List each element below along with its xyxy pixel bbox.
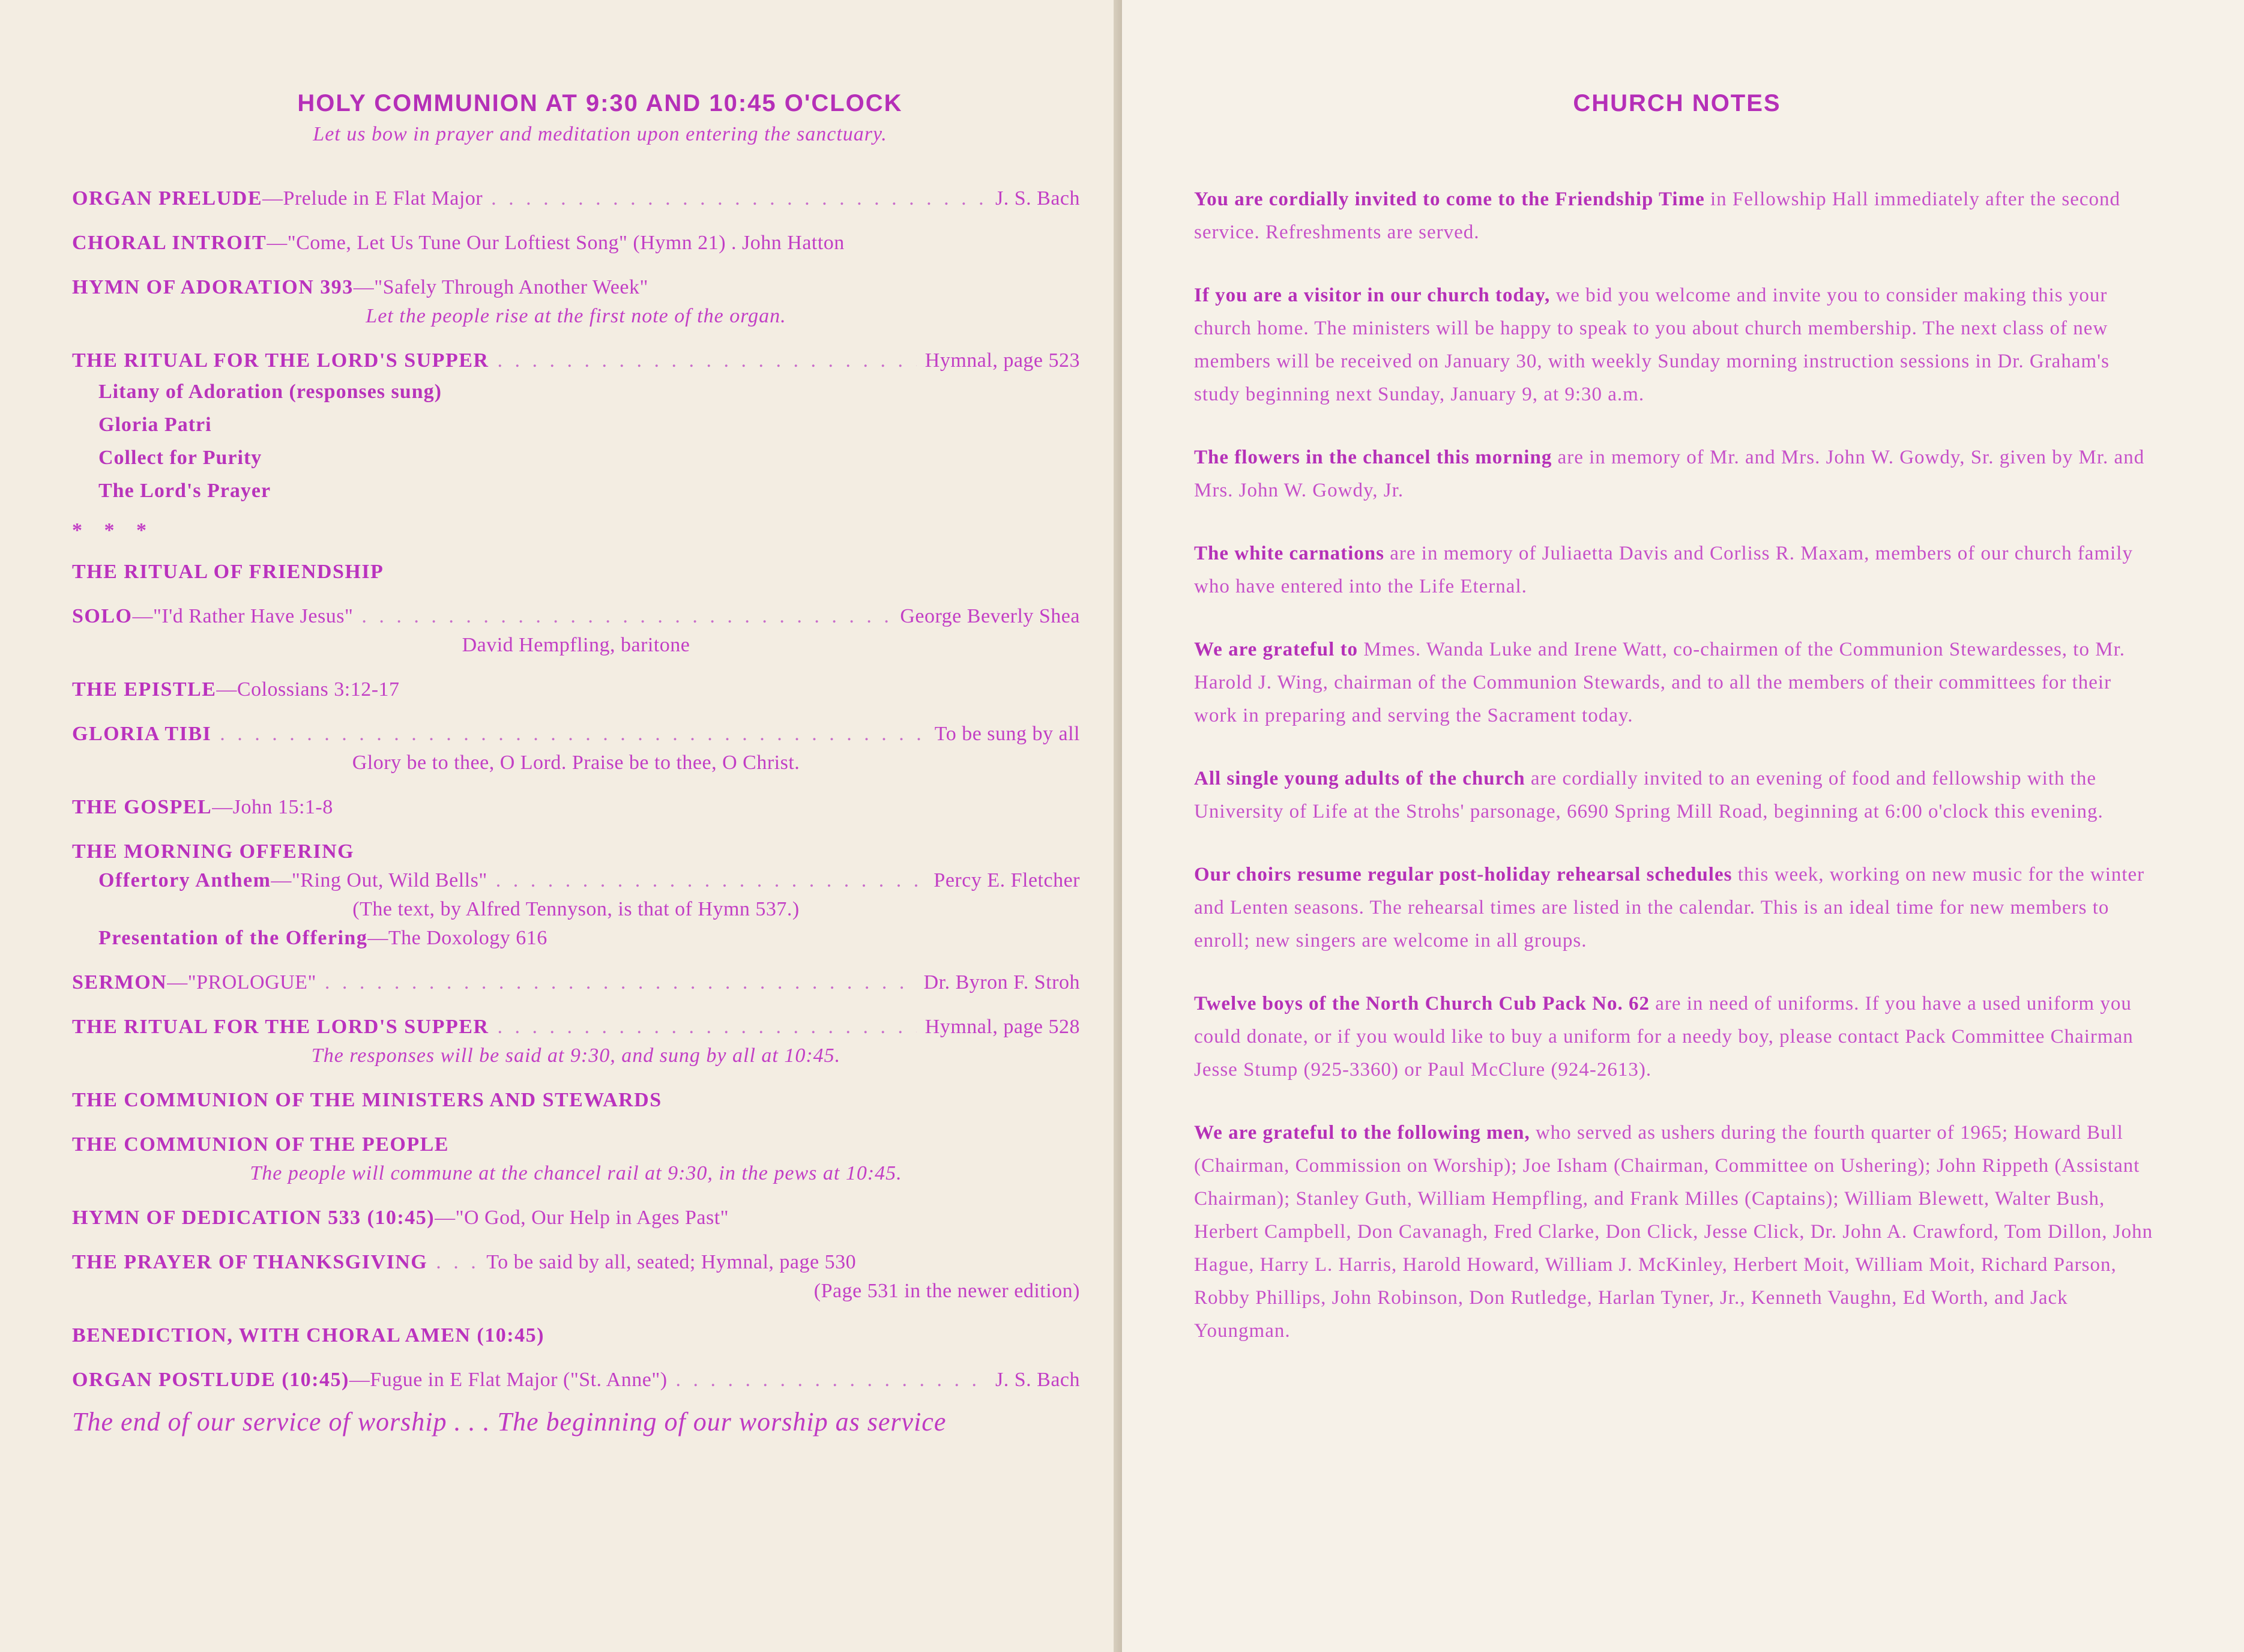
item-text: —Fugue in E Flat Major ("St. Anne") [349, 1369, 668, 1391]
item-text: —"Safely Through Another Week" [353, 276, 648, 298]
gloria-tibi [72, 720, 1080, 777]
hymn-of-adoration [72, 273, 1080, 331]
right-page [1122, 0, 2244, 1652]
hymn-of-dedication [72, 1204, 1080, 1232]
service-subtitle: Let us bow in prayer and meditation upon entering the sanctuary. [313, 123, 887, 145]
leader-dots [496, 866, 926, 895]
note-visitors [1194, 279, 2160, 411]
leader-dots [325, 968, 915, 997]
note-choirs [1194, 858, 2160, 957]
leader-dots [361, 602, 891, 631]
sermon [72, 968, 1080, 997]
note-lead: The white carnations [1194, 543, 1384, 564]
item-label: THE COMMUNION OF THE MINISTERS AND STEWARDS [72, 1089, 662, 1111]
church-notes [1194, 183, 2160, 1348]
benediction [72, 1321, 1080, 1350]
note-ushers [1194, 1117, 2160, 1348]
ritual-part: Gloria Patri [98, 414, 212, 436]
note-body: in Fellowship Hall immediately after the second service. Refreshments are served. [1194, 188, 2120, 243]
leader-dots [491, 184, 987, 213]
item-label: THE PRAYER OF THANKSGIVING [72, 1251, 428, 1273]
item-label: THE GOSPEL [72, 796, 213, 818]
anthem-composer: Percy E. Fletcher [933, 869, 1080, 891]
section-divider: * * * [72, 519, 155, 541]
item-label: ORGAN PRELUDE [72, 187, 263, 210]
morning-offering [72, 837, 1080, 953]
communion-ministers [72, 1086, 1080, 1115]
item-text: —"O God, Our Help in Ages Past" [435, 1207, 729, 1229]
note-body: we bid you welcome and invite you to consider making this your church home. The ministers will be happy to speak to you about church membership. The next class of new members will be received on January 30, with weekly Sunday morning instruction sessions in Dr. Graham's study beginning next Sunday, January 9, at 9:30 a.m. [1194, 285, 2110, 405]
closing-line: The end of our service of worship . . . The beginning of our worship as service [72, 1407, 947, 1436]
note-body: are in need of uniforms. If you have a used uniform you could donate, or if you would like to buy a uniform for a needy boy, please contact Pack Committee Chairman Jesse Stump (925-3360) or Paul McClure (924-2613). [1194, 993, 2134, 1081]
performer: David Hempfling, baritone [462, 634, 690, 656]
note-lead: If you are a visitor in our church today, [1194, 285, 1551, 306]
anthem-note: (The text, by Alfred Tennyson, is that of Hymn 537.) [352, 898, 800, 920]
item-right: To be sung by all [934, 723, 1080, 745]
item-label: THE MORNING OFFERING [72, 840, 355, 863]
item-label: ORGAN POSTLUDE (10:45) [72, 1369, 349, 1391]
organ-prelude [72, 184, 1080, 213]
item-right: Hymnal, page 523 [924, 349, 1080, 372]
item-text: —John 15:1-8 [212, 796, 333, 818]
item-label: THE RITUAL FOR THE LORD'S SUPPER [72, 349, 489, 372]
item-text: —"Come, Let Us Tune Our Loftiest Song" (Hymn 21) . John Hatton [267, 232, 845, 254]
ritual-part: The Lord's Prayer [98, 480, 271, 502]
leader-dots [497, 1013, 916, 1042]
item-right: J. S. Bach [995, 1369, 1080, 1391]
item-right: J. S. Bach [995, 187, 1080, 210]
note-lead: Twelve boys of the North Church Cub Pack No. 62 [1194, 993, 1650, 1014]
note-body: are cordially invited to an evening of food and fellowship with the University of Life at the Strohs' parsonage, 6690 Spring Mill Road, beginning at 6:00 o'clock this evening. [1194, 768, 2104, 822]
item-label: HYMN OF DEDICATION 533 (10:45) [72, 1207, 435, 1229]
communion-people [72, 1130, 1080, 1188]
anthem-text: —"Ring Out, Wild Bells" [271, 869, 487, 891]
item-note: The people will commune at the chancel rail at 9:30, in the pews at 10:45. [250, 1162, 902, 1184]
note-body: who served as ushers during the fourth quarter of 1965; Howard Bull (Chairman, Commission on Worship); Joe Isham (Chairman, Committee on Ushering); John Rippeth (Assistant Chairman); Stanley Guth, William Hempfling, and Frank Milles (Captains); William Blewett, Walter Bush, Herbert Campbell, Don Cavanagh, Fred Clarke, Don Click, Jesse Click, Dr. John A. Crawford, Tom Dillon, John Hague, Harry L. Harris, Harold Howard, William J. McKinley, Herbert Moit, William Moit, Richard Parson, Robby Phillips, John Robinson, Don Rutledge, Harlan Tyner, Jr., Kenneth Vaughn, Ed Worth, and Jack Youngman. [1194, 1122, 2153, 1342]
church-notes-title: CHURCH NOTES [1573, 90, 1781, 116]
presentation-label: Presentation of the Offering [98, 927, 368, 949]
ritual-of-friendship [72, 558, 1080, 586]
note-lead: We are grateful to the following men, [1194, 1122, 1530, 1144]
note-lead: The flowers in the chancel this morning [1194, 447, 1552, 468]
note-flowers [1194, 441, 2160, 507]
leader-dots [497, 346, 916, 375]
note-cub-pack [1194, 987, 2160, 1087]
note-body: Mmes. Wanda Luke and Irene Watt, co-chairmen of the Communion Stewardesses, to Mr. Harold J. Wing, chairman of the Communion Stewards, and to all the members of their committees for their work in preparing and serving the Sacrament today. [1194, 639, 2125, 726]
item-label: THE RITUAL OF FRIENDSHIP [72, 561, 384, 583]
choral-introit [72, 229, 1080, 258]
note-communion-stewards [1194, 633, 2160, 732]
item-label: CHORAL INTROIT [72, 232, 267, 254]
item-label: THE COMMUNION OF THE PEOPLE [72, 1133, 449, 1156]
item-text: Glory be to thee, O Lord. Praise be to thee, O Christ. [352, 752, 800, 774]
note-lead: Our choirs resume regular post-holiday rehearsal schedules [1194, 864, 1733, 885]
note-lead: You are cordially invited to come to the Friendship Time [1194, 188, 1705, 210]
ritual-lords-supper-2 [72, 1013, 1080, 1070]
item-label: HYMN OF ADORATION 393 [72, 276, 354, 298]
note-body: are in memory of Juliaetta Davis and Corliss R. Maxam, members of our church family who have entered into the Life Eternal. [1194, 543, 2133, 597]
item-text: To be said by all, seated; Hymnal, page 530 [486, 1251, 857, 1273]
leader-dots [436, 1248, 478, 1277]
solo [72, 602, 1080, 660]
leader-dots [676, 1366, 987, 1394]
item-text: —Prelude in E Flat Major [262, 187, 483, 210]
item-right: Hymnal, page 528 [924, 1016, 1080, 1038]
note-young-adults [1194, 762, 2160, 828]
item-label: BENEDICTION, WITH CHORAL AMEN (10:45) [72, 1324, 544, 1346]
item-label: SOLO [72, 605, 133, 627]
the-epistle [72, 675, 1080, 704]
note-lead: All single young adults of the church [1194, 768, 1525, 789]
item-right: Dr. Byron F. Stroh [923, 971, 1080, 993]
item-label: SERMON [72, 971, 167, 993]
item-text: —Colossians 3:12-17 [216, 678, 400, 701]
item-note: The responses will be said at 9:30, and sung by all at 10:45. [311, 1045, 841, 1067]
ritual-part: Litany of Adoration (responses sung) [98, 381, 442, 403]
note-body: this week, working on new music for the winter and Lenten seasons. The rehearsal times are listed in the calendar. This is an ideal time for new members to enroll; new singers are welcome in all groups. [1194, 864, 2145, 951]
ritual-part: Collect for Purity [98, 447, 262, 469]
leader-dots [220, 720, 926, 749]
the-gospel [72, 793, 1080, 822]
item-note: (Page 531 in the newer edition) [813, 1280, 1080, 1302]
item-note: Let the people rise at the first note of the organ. [366, 305, 786, 327]
item-label: THE RITUAL FOR THE LORD'S SUPPER [72, 1016, 489, 1038]
presentation-text: —The Doxology 616 [367, 927, 547, 949]
prayer-of-thanksgiving [72, 1248, 1080, 1306]
service-title: HOLY COMMUNION AT 9:30 AND 10:45 O'CLOCK [297, 90, 903, 116]
note-carnations [1194, 537, 2160, 603]
note-friendship-time [1194, 183, 2160, 249]
item-text: —"PROLOGUE" [167, 971, 316, 993]
item-label: GLORIA TIBI [72, 723, 212, 745]
order-of-worship [72, 184, 1080, 1437]
note-body: are in memory of Mr. and Mrs. John W. Gowdy, Sr. given by Mr. and Mrs. John W. Gowdy, Jr. [1194, 447, 2145, 501]
item-right: George Beverly Shea [900, 605, 1080, 627]
anthem-label: Offertory Anthem [98, 869, 271, 891]
organ-postlude [72, 1366, 1080, 1394]
item-text: —"I'd Rather Have Jesus" [132, 605, 354, 627]
ritual-lords-supper-1 [72, 346, 1080, 507]
note-lead: We are grateful to [1194, 639, 1359, 660]
item-label: THE EPISTLE [72, 678, 217, 701]
